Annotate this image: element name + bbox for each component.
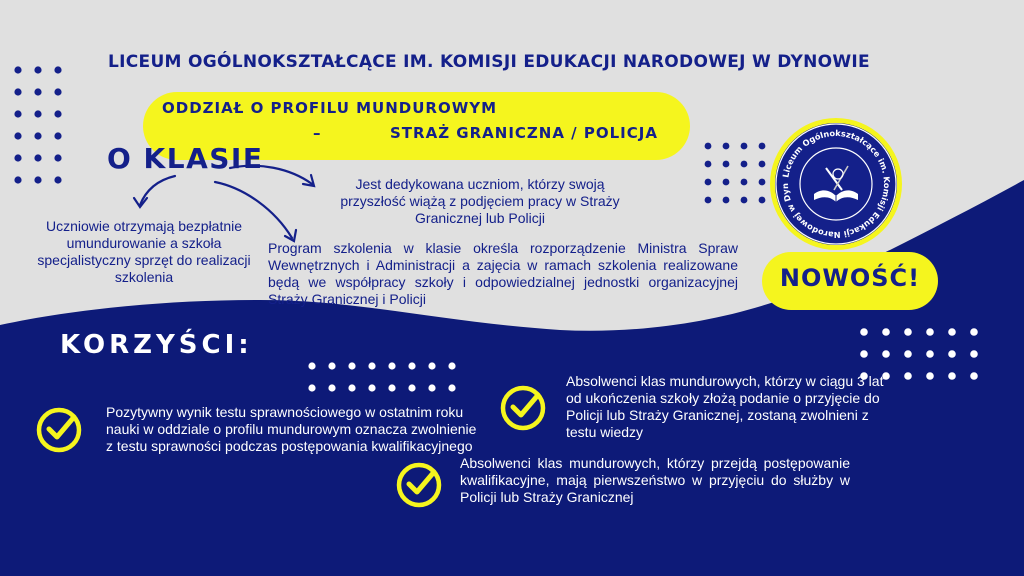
check-icon bbox=[498, 383, 548, 433]
school-name: LICEUM OGÓLNOKSZTAŁCĄCE IM. KOMISJI EDUKACJI NARODOWEJ W DYNOWIE bbox=[108, 52, 870, 72]
new-badge: NOWOŚĆ! bbox=[779, 264, 921, 292]
logo-ring-text: Liceum Ogólnokształcące im. Komisji Edukacji Narodowej w Dyn bbox=[779, 127, 893, 241]
banner-profile-title: ODDZIAŁ O PROFILU MUNDUROWYM bbox=[162, 99, 498, 117]
about-dedication-text: Jest dedykowana uczniom, którzy swoją przyszłość wiążą z podjęciem pracy w Straży Granicznej lub Policji bbox=[340, 176, 620, 226]
about-uniforms-text: Uczniowie otrzymają bezpłatnie umundurowanie a szkoła specjalistyczny sprzęt do realizacji szkolenia bbox=[37, 218, 251, 285]
benefit-knowledge-test: Absolwenci klas mundurowych, którzy w ciągu 3 lat od ukończenia szkoły złożą podanie o przyjęcie do Policji lub Straży Granicznej, zostaną zwolnieni z testu wiedzy bbox=[566, 373, 884, 440]
benefit-priority: Absolwenci klas mundurowych, którzy przejdą postępowanie kwalifikacyjne, mają pierwszeństwo w przyjęciu do służby w Policji lub Straży Granicznej bbox=[460, 455, 850, 505]
check-icon bbox=[34, 405, 84, 455]
about-heading: O KLASIE bbox=[107, 142, 264, 175]
check-icon bbox=[394, 460, 444, 510]
benefits-heading: KORZYŚCI: bbox=[60, 330, 253, 360]
school-logo bbox=[768, 116, 904, 252]
banner-dash: – bbox=[313, 124, 321, 142]
about-program-text: Program szkolenia w klasie określa rozporządzenie Ministra Spraw Wewnętrznych i Administracji a zajęcia w ramach szkolenia realizowane będą we współpracy szkoły i odpowiedzialnej jednostki organizacyjnej Straży Granicznej i Policji bbox=[268, 240, 738, 307]
benefit-fitness-test: Pozytywny wynik testu sprawnościowego w ostatnim roku nauki w oddziale o profilu mundurowym oznacza zwolnienie z testu sprawności podczas postępowania kwalifikacyjnego bbox=[106, 404, 477, 454]
banner-profile-subtitle: STRAŻ GRANICZNA / POLICJA bbox=[390, 124, 658, 142]
